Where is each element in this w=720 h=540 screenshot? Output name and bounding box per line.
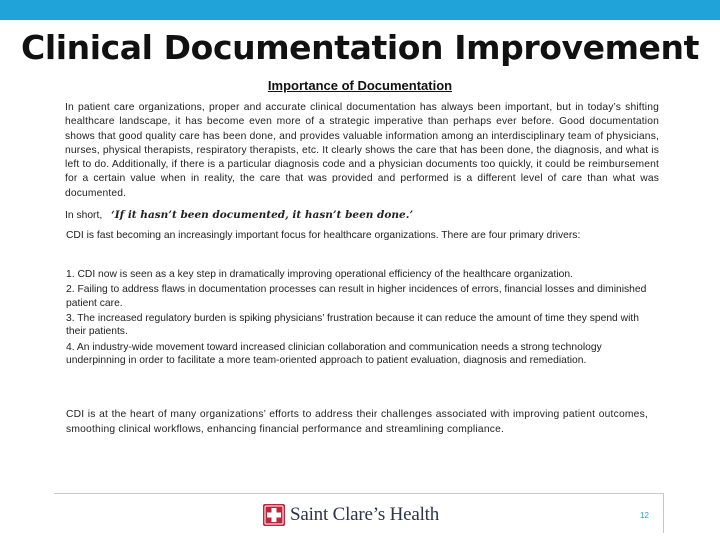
top-accent-bar [0,0,720,20]
list-item: 1. CDI now is seen as a key step in dramatically improving operational efficiency of the healthcare organization. [66,269,573,280]
saint-clares-logo [263,503,439,527]
footer-side-rule [663,493,664,533]
in-short-lead: In short, [65,210,103,221]
slide-title: Clinical Documentation Improvement [21,28,699,67]
logo-text: Saint Clare’s Health [290,504,440,525]
importance-paragraph: In patient care organizations, proper and accurate clinical documentation has always been important, but in today’s shifting healthcare landscape, it has become even more of a strategic imperative than perhaps ever before. Good documentation shows that good quality care has been done, and provides valuable information among an interdisciplinary team of physicians, nurses, physical therapists, respiratory therapists, etc. It clearly shows the care that has been done, the diagnosis, and what is left to do. Additionally, if there is a particular diagnosis code and a physician documents too quickly, it could be reimbursement for a certain value when in reality, the care that was provided and performed is a different level of care than what was documented. [65,102,659,199]
list-item: 4. An industry-wide movement toward increased clinician collaboration and communication needs a strong technology underpinning in order to facilitate a more team-oriented approach to patient evaluation, diagnosis and remediation. [66,341,602,366]
documentation-quote: ‘If it hasn’t been documented, it hasn’t been done.’ [111,209,414,221]
section-heading: Importance of Documentation [267,78,453,93]
drivers-list [66,268,648,369]
list-item: 3. The increased regulatory burden is spiking physicians’ frustration because it can reduce the amount of time they spend with their patients. [66,312,639,338]
list-item: 2. Failing to address flaws in documentation processes can result in higher incidences of errors, financial losses and diminished patient care. [66,284,647,309]
cdi-intro-paragraph: CDI is fast becoming an increasingly important focus for healthcare organizations. There are four primary drivers: [66,230,581,241]
footer-divider [54,493,664,494]
closing-paragraph: CDI is at the heart of many organizations’ efforts to address their challenges associated with improving patient outcomes, smoothing clinical workflows, enhancing financial performance and streamlining compliance. [66,409,648,435]
medical-cross-icon [263,504,285,526]
page-number: 12 [640,511,649,520]
in-short-line [65,208,665,223]
